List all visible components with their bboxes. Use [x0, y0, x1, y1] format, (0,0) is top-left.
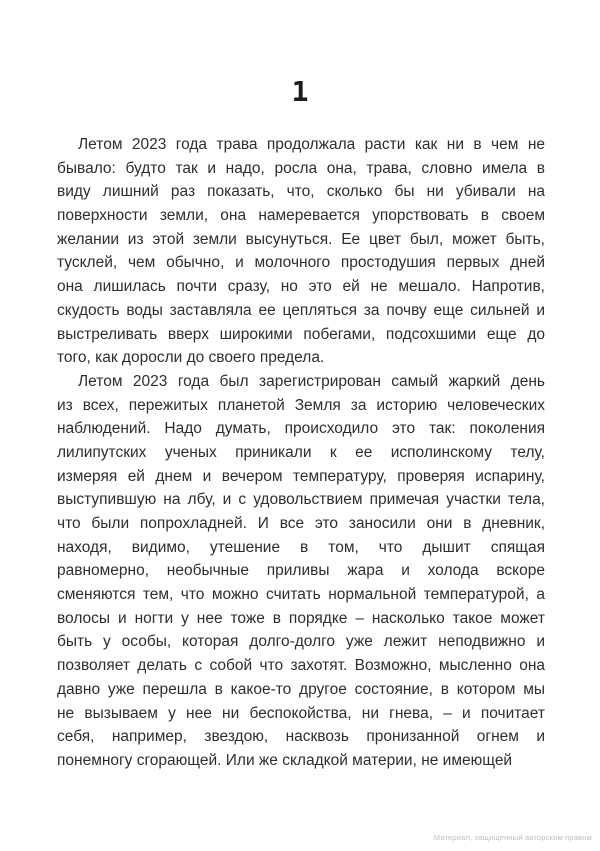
- text-line: выстреливать вверх широкими побегами, подсохшими еще до: [57, 325, 545, 343]
- text-line: находя, видимо, утешение в том, что дышит спящая: [57, 538, 545, 556]
- text-line: волосы и ногти у нее тоже в порядке – насколько такое может: [57, 609, 545, 627]
- text-line: быть у особы, которая долго-долго уже лежит неподвижно и: [57, 633, 545, 651]
- text-line: равномерно, необычные приливы жара и холода вскоре: [57, 562, 545, 580]
- copyright-watermark: Материал, защищенный авторским правом: [433, 833, 592, 842]
- text-line: наблюдений. Надо думать, происходило это так: поколения: [57, 420, 545, 438]
- text-line: измеряя ей днем и вечером температуру, проверяя испарину,: [57, 467, 545, 485]
- text-line: не вызываем у нее ни беспокойства, ни гнева, – и почитает: [57, 704, 545, 722]
- text-line: Летом 2023 года был зарегистрирован самый жаркий день: [78, 372, 545, 390]
- text-line: лилипутских ученых приникали к ее исполинскому телу,: [57, 443, 545, 461]
- text-line: виду лишний раз показать, что, сколько бы ни убивали на: [57, 183, 545, 201]
- paragraph-2: [57, 370, 545, 773]
- text-line: она лишилась почти сразу, но это ей не мешало. Напротив,: [57, 278, 545, 296]
- text-line: бывало: будто так и надо, росла она, трава, словно имела в: [57, 159, 545, 177]
- text-line: позволяет делать с собой что захотят. Возможно, мысленно она: [57, 657, 545, 675]
- chapter-heading: 1: [291, 75, 309, 108]
- text-line: скудость воды заставляла ее цепляться за почву еще сильней и: [57, 301, 545, 319]
- text-line: того, как доросли до своего предела.: [57, 349, 325, 367]
- text-line: сменяются тем, что можно считать нормальной температурой, а: [57, 586, 545, 604]
- text-line: выступившую на лбу, и с удовольствием примечая участки тела,: [57, 491, 545, 509]
- text-line: Летом 2023 года трава продолжала расти как ни в чем не: [78, 136, 545, 153]
- text-line: поверхности земли, она намеревается упорствовать в своем: [57, 207, 545, 225]
- text-line: тусклей, чем обычно, и молочного простодушия первых дней: [57, 254, 545, 272]
- text-line: давно уже перешла в какое-то другое состояние, в котором мы: [57, 680, 545, 698]
- text-line: что были попрохладней. И все это заносили они в дневник,: [57, 515, 545, 532]
- text-line: желании из этой земли высунуться. Ее цвет был, может быть,: [57, 230, 545, 248]
- text-line: из всех, пережитых планетой Земля за историю человеческих: [57, 396, 545, 414]
- paragraph-1: [57, 133, 545, 370]
- page-body: [57, 133, 545, 773]
- text-line: понемногу сгорающей. Или же складкой материи, не имеющей: [57, 751, 513, 769]
- text-line: себя, например, звездою, насквозь пронизанной огнем и: [57, 728, 545, 746]
